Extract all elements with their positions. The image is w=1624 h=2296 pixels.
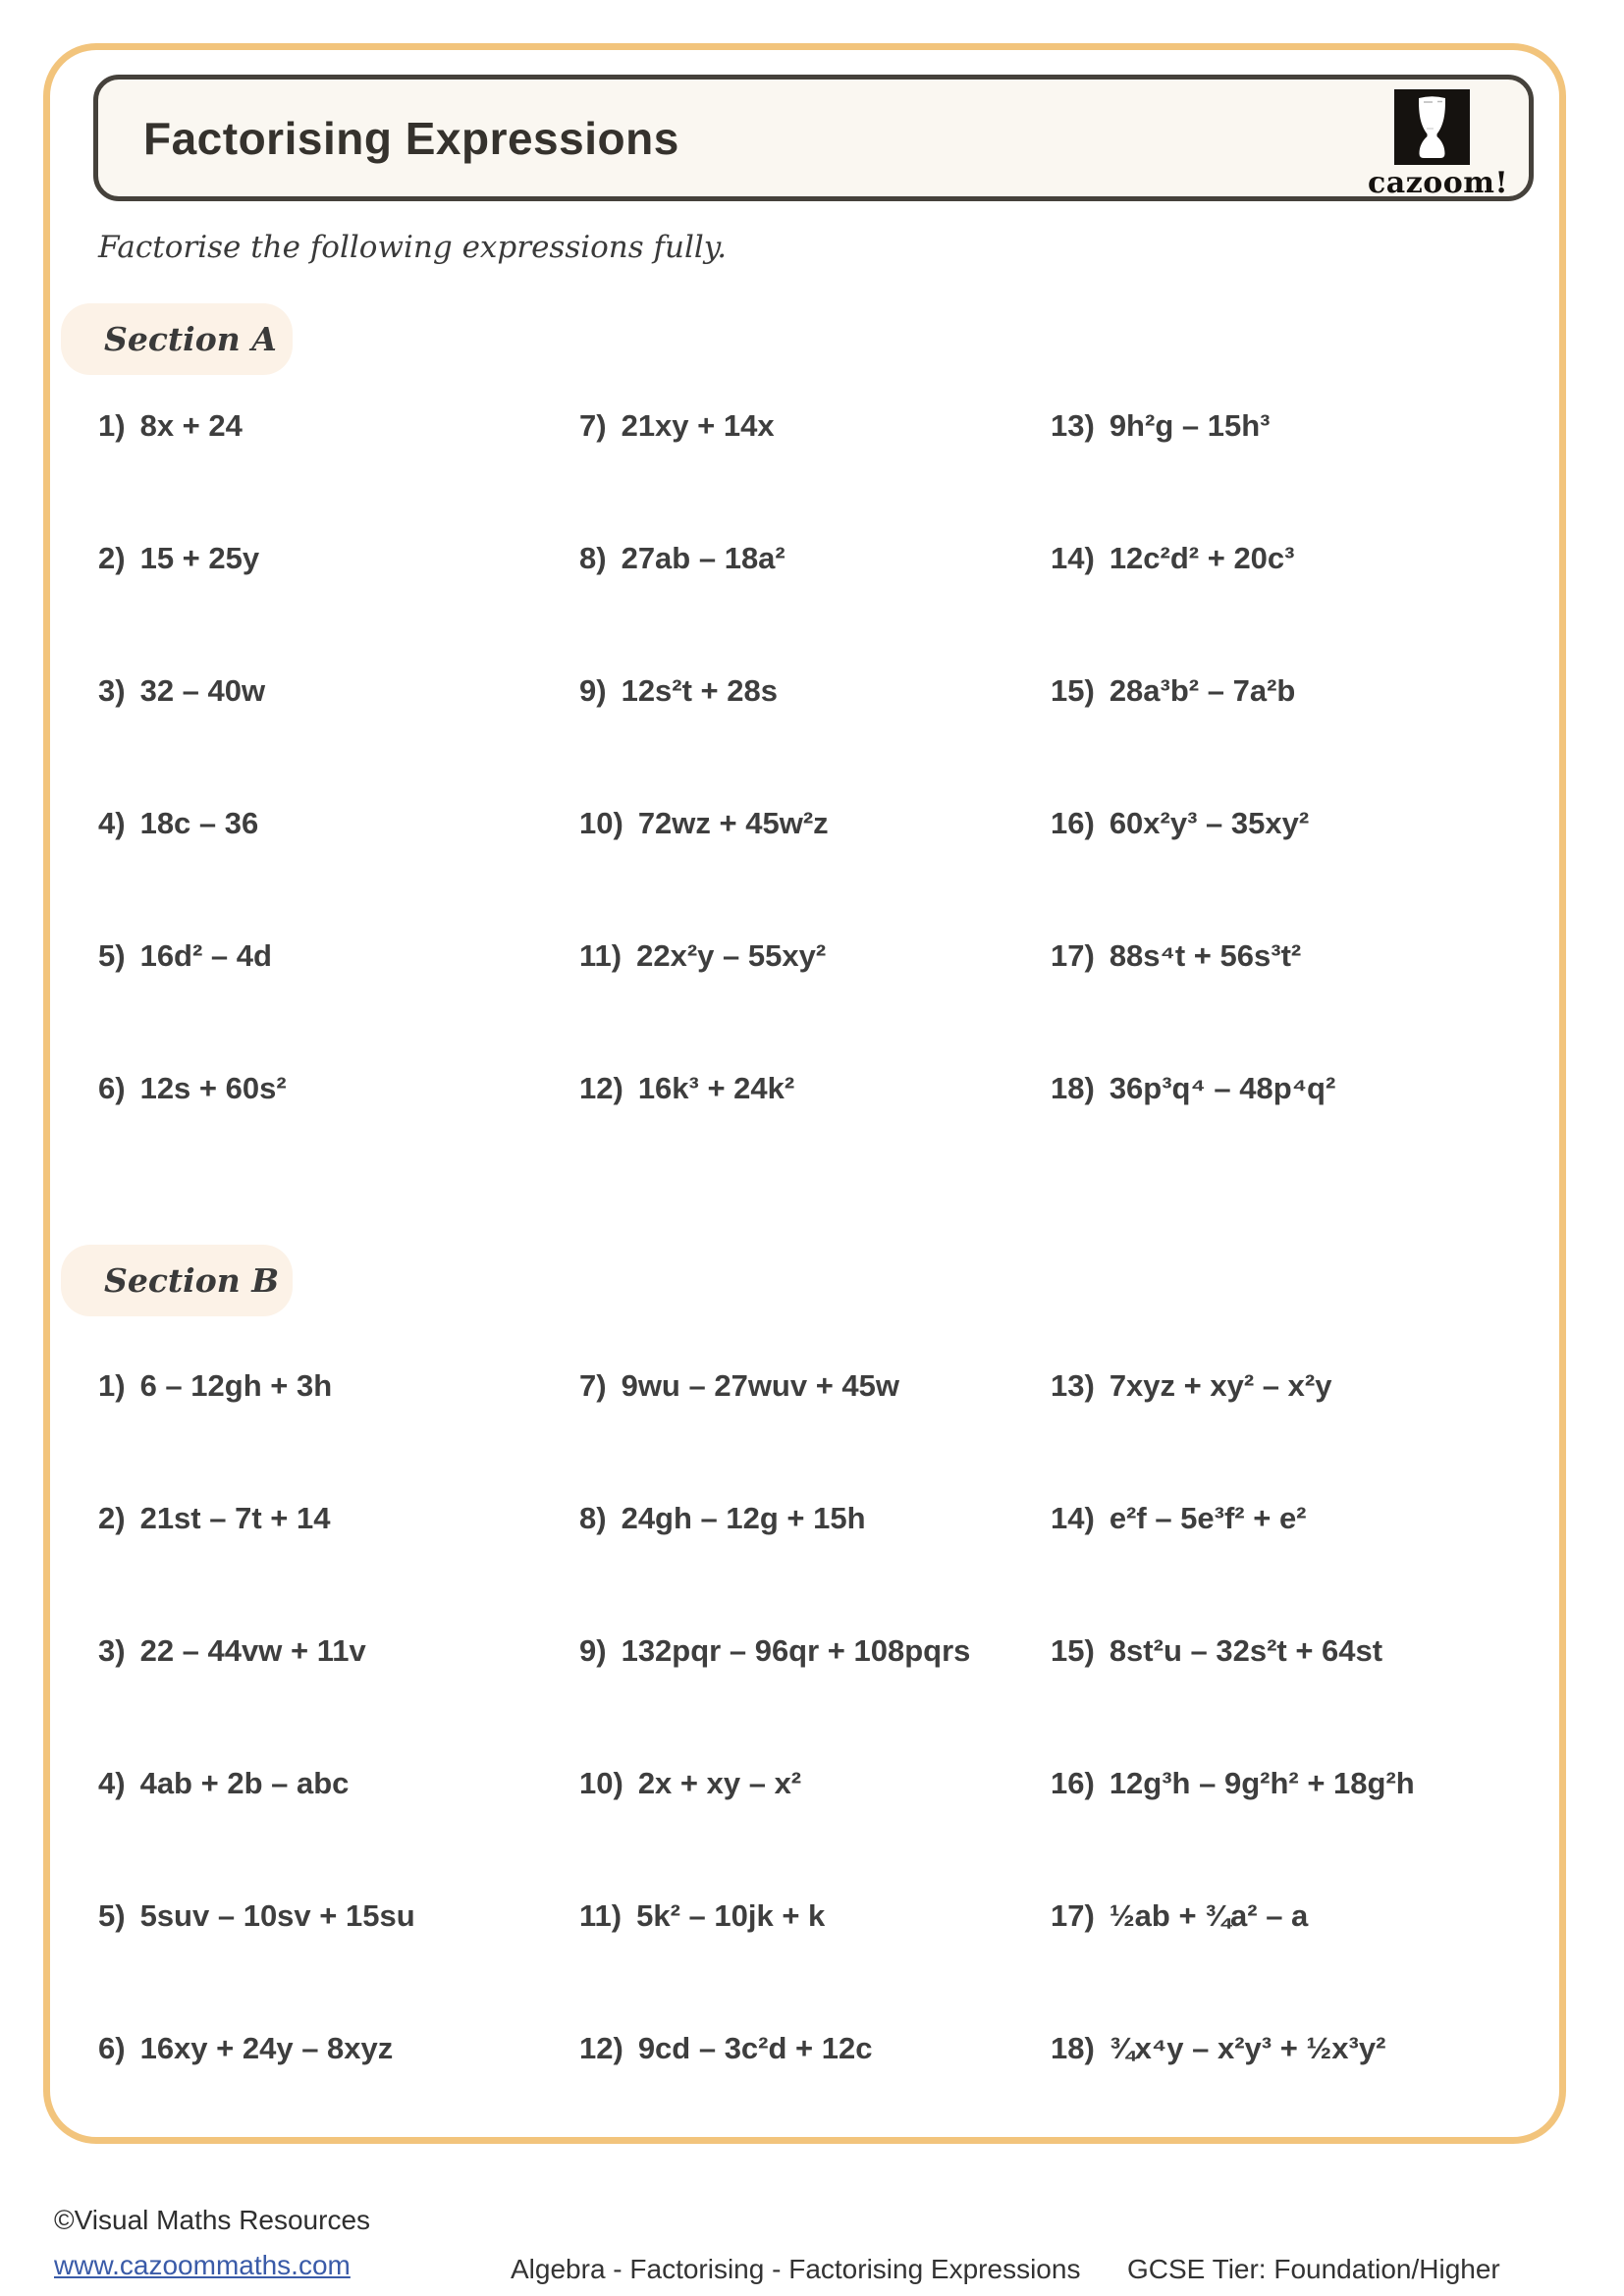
problem-expression: 21xy + 14x [621, 408, 775, 443]
problem [579, 937, 1051, 1070]
problem-number: 6) [98, 2031, 126, 2065]
problem [579, 1070, 1051, 1202]
cazoom-logo [1368, 89, 1509, 200]
problem-expression: 22x²y – 55xy² [636, 938, 827, 973]
problem-number: 8) [579, 541, 607, 575]
problem-expression: 8st²u – 32s²t + 64st [1109, 1633, 1383, 1668]
problem [579, 1765, 1051, 1897]
problem-expression: 27ab – 18a² [621, 541, 785, 575]
problem [579, 2030, 1051, 2163]
problem-expression: 9wu – 27wuv + 45w [621, 1368, 900, 1403]
problem-number: 14) [1051, 1501, 1095, 1535]
problem-number: 13) [1051, 408, 1095, 443]
problem [1051, 672, 1542, 805]
problem-number: 4) [98, 806, 126, 840]
problem-number: 5) [98, 1898, 126, 1933]
problem-expression: 72wz + 45w²z [637, 806, 829, 840]
problem [98, 1367, 579, 1500]
problem-number: 11) [579, 1898, 623, 1933]
problem-expression: 15 + 25y [139, 541, 260, 575]
problem-expression: 9cd – 3c²d + 12c [637, 2031, 873, 2065]
problem-number: 11) [579, 938, 623, 973]
problem [1051, 1500, 1542, 1632]
problem-number: 18) [1051, 2031, 1095, 2065]
problem-expression: 4ab + 2b – abc [139, 1766, 350, 1800]
problem-number: 15) [1051, 673, 1095, 708]
problem [1051, 937, 1542, 1070]
problem [98, 672, 579, 805]
problem [98, 1500, 579, 1632]
problem-number: 18) [1051, 1071, 1095, 1105]
problem-expression: 88s⁴t + 56s³t² [1109, 938, 1302, 973]
problem-expression: 9h²g – 15h³ [1109, 408, 1271, 443]
problem-number: 1) [98, 1368, 126, 1403]
problem-number: 14) [1051, 541, 1095, 575]
problem-expression: 16xy + 24y – 8xyz [139, 2031, 394, 2065]
problem-expression: ½ab + ¾a² – a [1109, 1898, 1309, 1933]
problem-expression: 12g³h – 9g²h² + 18g²h [1109, 1766, 1415, 1800]
problem-expression: 8x + 24 [139, 408, 243, 443]
section-a-header [61, 303, 293, 375]
problem-expression: 60x²y³ – 35xy² [1109, 806, 1310, 840]
problem [98, 937, 579, 1070]
worksheet-instruction: Factorise the following expressions fully. [98, 230, 728, 265]
problem-number: 8) [579, 1501, 607, 1535]
footer-topic: Algebra - Factorising - Factorising Expressions [511, 2254, 1081, 2284]
problem-number: 16) [1051, 1766, 1095, 1800]
problem-number: 10) [579, 1766, 623, 1800]
problem-number: 7) [579, 1368, 607, 1403]
problem [1051, 407, 1542, 540]
problem-expression: 12s²t + 28s [621, 673, 778, 708]
footer-copyright: ©Visual Maths Resources [54, 2205, 371, 2235]
problem-expression: 12s + 60s² [139, 1071, 287, 1105]
footer-website-link[interactable]: www.cazoommaths.com [54, 2250, 351, 2280]
djembe-drum-icon [1394, 89, 1470, 165]
problem [579, 1367, 1051, 1500]
problem [1051, 1632, 1542, 1765]
problem-number: 17) [1051, 1898, 1095, 1933]
problem [98, 1765, 579, 1897]
problem-expression: 132pqr – 96qr + 108pqrs [621, 1633, 971, 1668]
problem [1051, 805, 1542, 937]
section-a-problems [98, 407, 1542, 1202]
problem [1051, 2030, 1542, 2163]
problem-number: 16) [1051, 806, 1095, 840]
problem [1051, 1765, 1542, 1897]
problem-number: 7) [579, 408, 607, 443]
problem-expression: 36p³q⁴ – 48p⁴q² [1109, 1071, 1336, 1105]
problem-expression: 16k³ + 24k² [637, 1071, 795, 1105]
problem [98, 540, 579, 672]
problem-expression: 2x + xy – x² [637, 1766, 802, 1800]
problem-number: 9) [579, 1633, 607, 1668]
problem [98, 1897, 579, 2030]
problem-number: 13) [1051, 1368, 1095, 1403]
problem [579, 407, 1051, 540]
section-b-problems [98, 1367, 1542, 2163]
problem [579, 805, 1051, 937]
problem-number: 6) [98, 1071, 126, 1105]
problem-expression: 24gh – 12g + 15h [621, 1501, 866, 1535]
section-b-label: Section B [104, 1261, 280, 1300]
problem-number: 2) [98, 541, 126, 575]
problem [579, 672, 1051, 805]
problem-expression: 32 – 40w [139, 673, 266, 708]
problem-expression: 12c²d² + 20c³ [1109, 541, 1295, 575]
problem-number: 5) [98, 938, 126, 973]
problem [579, 1500, 1051, 1632]
problem [98, 1070, 579, 1202]
problem-expression: ¾x⁴y – x²y³ + ½x³y² [1109, 2031, 1386, 2065]
problem-number: 9) [579, 673, 607, 708]
page-title: Factorising Expressions [143, 112, 679, 164]
problem [98, 1632, 579, 1765]
problem-number: 4) [98, 1766, 126, 1800]
problem-expression: 28a³b² – 7a²b [1109, 673, 1296, 708]
problem-expression: 21st – 7t + 14 [139, 1501, 331, 1535]
problem-expression: 5k² – 10jk + k [636, 1898, 826, 1933]
problem-expression: 7xyz + xy² – x²y [1109, 1368, 1332, 1403]
problem-number: 2) [98, 1501, 126, 1535]
problem-number: 12) [579, 1071, 623, 1105]
section-b-header [61, 1245, 293, 1316]
problem [579, 1632, 1051, 1765]
header [93, 75, 1534, 201]
problem-expression: 18c – 36 [139, 806, 259, 840]
problem-number: 3) [98, 1633, 126, 1668]
problem-expression: 6 – 12gh + 3h [139, 1368, 333, 1403]
problem-expression: 16d² – 4d [139, 938, 272, 973]
problem-expression: 22 – 44vw + 11v [139, 1633, 366, 1668]
problem [98, 2030, 579, 2163]
problem [579, 540, 1051, 672]
problem [1051, 1897, 1542, 2030]
problem-number: 17) [1051, 938, 1095, 973]
section-a-label: Section A [104, 320, 277, 358]
footer-tier: GCSE Tier: Foundation/Higher [1127, 2254, 1500, 2284]
problem-number: 15) [1051, 1633, 1095, 1668]
problem-number: 10) [579, 806, 623, 840]
problem-expression: e²f – 5e³f² + e² [1109, 1501, 1307, 1535]
problem [98, 805, 579, 937]
problem [1051, 1367, 1542, 1500]
problem-expression: 5suv – 10sv + 15su [139, 1898, 415, 1933]
problem-number: 3) [98, 673, 126, 708]
problem [1051, 1070, 1542, 1202]
problem [98, 407, 579, 540]
problem [579, 1897, 1051, 2030]
problem-number: 1) [98, 408, 126, 443]
problem [1051, 540, 1542, 672]
cazoom-logo-text: cazoom! [1368, 166, 1509, 200]
problem-number: 12) [579, 2031, 623, 2065]
